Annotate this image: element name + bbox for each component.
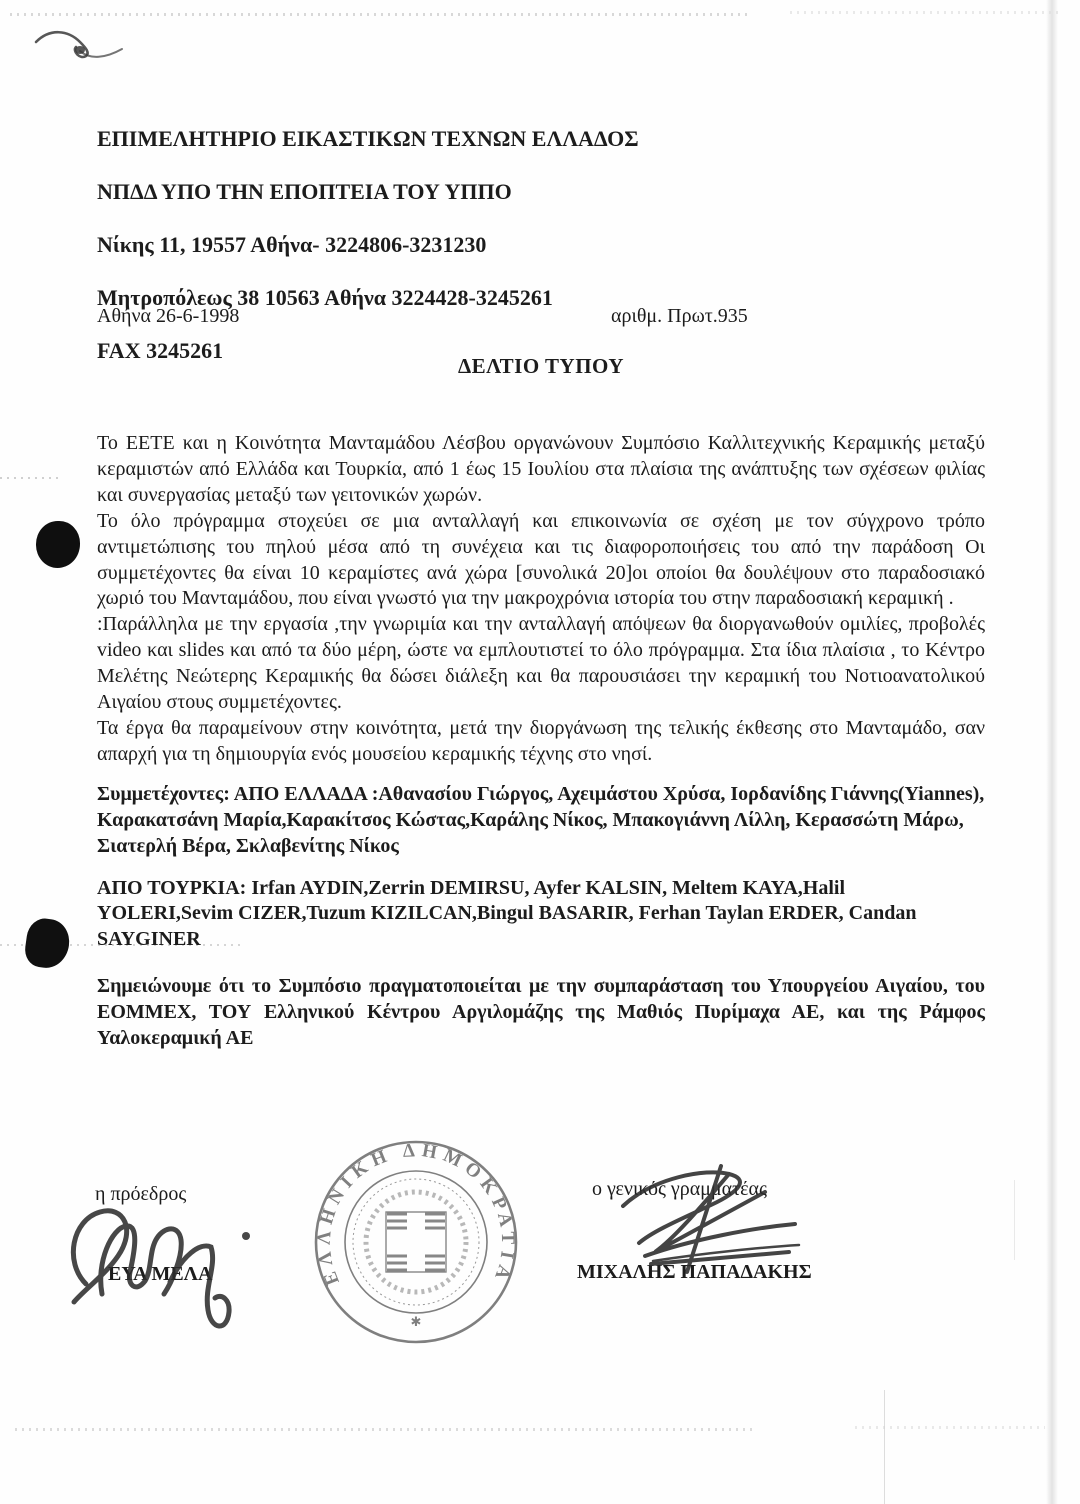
- organization-status: ΝΠΔΔ ΥΠΟ ΤΗΝ ΕΠΟΠΤΕΙΑ ΤΟΥ ΥΠΠΟ: [97, 178, 512, 204]
- scan-noise-line: [790, 11, 1060, 14]
- president-name: ΕΥΑ ΜΕΛΑ: [108, 1263, 213, 1285]
- paragraph: Τα έργα θα παραμείνουν στην κοινότητα, μετά την διοργάνωση της τελικής έκθεσης στο Μανταμάδο, σαν απαρχή για τη δημιουργία ενός μουσείου κεραμικής τέχνης στο νησί.: [97, 716, 985, 765]
- paragraph: Το όλο πρόγραμμα στοχεύει σε μια ανταλλαγή και επικοινωνία σε σχέση με τον σύγχρονο τρόπο αντιμετώπισης του πηλού μέσα από τη συνέχεια και τις διαφοροποιήσεις του από την παράδοση Οι συμμετέχοντες θα είναι 10 κεραμίστες ανά χώρα [συνολικά 20]οι οποίοι θα δουλέψουν στο παραδοσιακό χωριό του Μανταμάδου, που είναι γνωστό για την μακροχρόνια ιστορία του στην παραδοσιακή κεραμική .: [97, 509, 985, 610]
- letterhead: [97, 99, 797, 391]
- participants-turkey: ΑΠΟ ΤΟΥΡΚΙΑ: Irfan AYDIN,Zerrin DEMIRSU, Ayfer KALSIN, Meltem KAYA,Halil YOLERI,Sevim CIZER,Tuzum KIZILCAN,Bingul BASARIR, Ferhan Taylan ERDER, Candan SAYGINER: [97, 876, 917, 951]
- secretary-name: ΜΙΧΑΛΗΣ ΠΑΠΑΔΑΚΗΣ: [577, 1261, 812, 1283]
- stamp-circular-text: ΕΛΛΗΝΙΚΗ ΔΗΜΟΚΡΑΤΙΑ: [313, 1140, 519, 1288]
- stamp-star: ✱: [410, 1314, 422, 1329]
- signature-pen-dot: [242, 1232, 250, 1240]
- scan-noise-line: [10, 13, 750, 16]
- scan-noise-line: [0, 477, 60, 479]
- scan-noise-line: [15, 1428, 755, 1431]
- greek-cross-emblem: [382, 1208, 450, 1276]
- support-note: Σημειώνουμε ότι το Συμπόσιο πραγματοποιείται με την συμπαράσταση του Υπουργείου Αιγαίου, του ΕΟΜΜΕΧ, ΤΟΥ Ελληνικού Κέντρου Αργιλομάζης της Μαθιός Πυρίμαχα ΑΕ, και της Ράμφος Υαλοκεραμική ΑΕ: [97, 975, 985, 1050]
- address-line-1: Νίκης 11, 19557 Αθήνα- 3224806-3231230: [97, 231, 487, 257]
- secretary-signature: [593, 1160, 823, 1280]
- president-signature: [58, 1192, 268, 1337]
- official-round-stamp: [310, 1136, 522, 1348]
- handwritten-mark-icon: [30, 20, 130, 70]
- hole-punch-mark: [23, 916, 72, 971]
- paragraph: Το ΕΕΤΕ και η Κοινότητα Μανταμάδου Λέσβου οργανώνουν Συμπόσιο Καλλιτεχνικής Κεραμικής μεταξύ κεραμιστών από Ελλάδα και Τουρκία, από 1 έως 15 Ιουλίου στα πλαίσια της ανάπτυξης των σχέσεων φιλίας και συνεργασίας μεταξύ των γειτονικών χωρών.: [97, 432, 985, 506]
- scan-fold-line: [884, 1390, 885, 1504]
- scan-edge-shadow: [1046, 0, 1058, 1504]
- participants-greece: Συμμετέχοντες: ΑΠΟ ΕΛΛΑΔΑ :Αθανασίου Γιώργος, Αχειμάστου Χρύσα, Ιορδανίδης Γιάννης(Yiannes), Καρακατσάνη Μαρία,Καρακίτσος Κώστας,Καράλης Νίκος, Μπακογιάννη Λίλλη, Κερασσώτη Μάρω, Σιατερλή Βέρα, Σκλαβενίτης Νίκος: [97, 782, 985, 857]
- organization-name: ΕΠΙΜΕΛΗΤΗΡΙΟ ΕΙΚΑΣΤΙΚΩΝ ΤΕΧΝΩΝ ΕΛΛΑΔΟΣ: [97, 125, 639, 151]
- president-role-label: η πρόεδρος: [95, 1183, 187, 1205]
- page-title: ΔΕΛΤΙΟ ΤΥΠΟΥ: [457, 354, 625, 378]
- address-line-2: Μητροπόλεως 38 10563 Αθήνα 3224428-3245261: [97, 284, 553, 310]
- fax-line: FAX 3245261: [97, 337, 224, 363]
- body-text: [97, 431, 985, 1052]
- date-row: [97, 305, 985, 328]
- secretary-role-label: ο γενικός γραμματέας: [592, 1178, 767, 1200]
- hole-punch-mark: [36, 521, 80, 568]
- date-line: Αθήνα 26-6-1998: [97, 305, 240, 327]
- paragraph: :Παράλληλα με την εργασία ,την γνωριμία και την ανταλλαγή απόψεων θα διοργανωθούν ομιλίες, προβολές video και slides και από τα δύο μέρη, ώστε να εμπλουτιστεί το όλο πρόγραμμα. Στα ίδια πλαίσια , το Κέντρο Μελέτης Νεώτερης Κεραμικής θα δώσει διάλεξη και θα παρουσιάσει την κεραμική του Νοτιοανατολικού Αιγαίου στους συμμετέχοντες.: [97, 613, 985, 714]
- protocol-number: αριθμ. Πρωτ.935: [611, 305, 748, 327]
- scan-fold-line: [1014, 1180, 1015, 1260]
